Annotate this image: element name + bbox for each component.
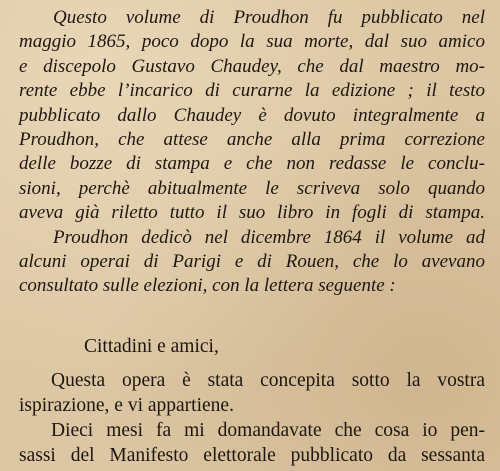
letter-line: Dieci mesi fa mi domandavate che cosa io pen- xyxy=(51,420,485,441)
dedication-line: alcuni operai di Parigi e di Rouen, che lo avevano xyxy=(19,251,485,273)
intro-line: Questo volume di Proudhon fu pubblicato nel xyxy=(53,7,485,28)
intro-line: sioni, perchè abitualmente le scriveva solo quando xyxy=(19,177,485,199)
letter-line: sassi del Manifesto elettorale pubblicato da sessanta xyxy=(19,445,485,466)
dedication-line: consultato sulle elezioni, con la lettera seguente : xyxy=(19,275,396,297)
intro-line: Proudhon, che attese anche alla prima correzione xyxy=(19,129,485,151)
letter-line: ispirazione, e vi appartiene. xyxy=(19,395,234,416)
letter-line: Questa opera è stata concepita sotto la vostra xyxy=(51,370,485,391)
intro-line: delle bozze di stampa e che non redasse le conclu- xyxy=(19,153,485,175)
intro-line: aveva già riletto tutto il suo libro in fogli di stampa. xyxy=(19,202,485,224)
letter-salutation: Cittadini e amici, xyxy=(84,336,219,357)
intro-line: e discepolo Gustavo Chaudey, che dal maestro mo- xyxy=(19,55,485,77)
letter-paragraph-1 xyxy=(19,368,485,418)
dedication-line: Proudhon dedicò nel dicembre 1864 il volume ad xyxy=(53,226,485,248)
intro-line: maggio 1865, poco dopo la sua morte, dal suo amico xyxy=(19,31,485,53)
letter-paragraph-2 xyxy=(19,418,485,468)
intro-line: pubblicato dallo Chaudey è dovuto integralmente a xyxy=(19,104,485,126)
intro-line: rente ebbe l’incarico di curarne la edizione ; il testo xyxy=(19,80,485,102)
editorial-note xyxy=(19,6,485,299)
